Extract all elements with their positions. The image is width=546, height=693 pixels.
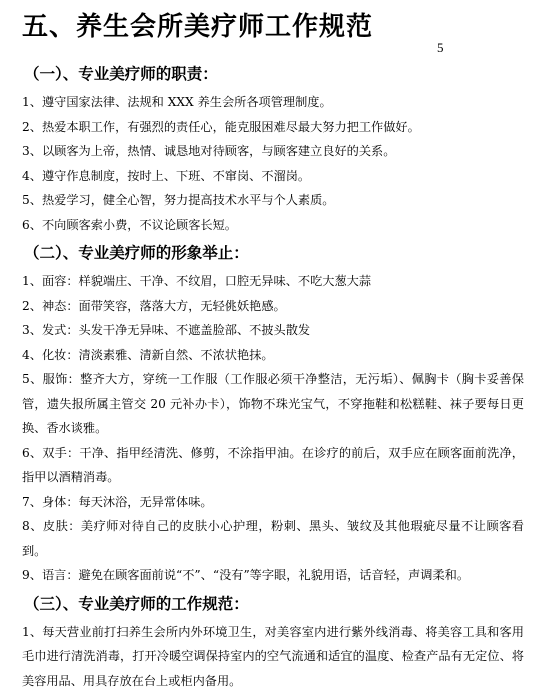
document-body: [22, 62, 524, 693]
work-norm-item: 1、每天营业前打扫养生会所内外环境卫生，对美容室内进行紫外线消毒、将美容工具和客用毛巾进行清洗消毒，打开冷暖空调保持室内的空气流通和适宜的温度、检查产品有无定位、将美容用品、用具存放在台上或柜内备用。: [22, 620, 524, 693]
page-title: 五、养生会所美疗师工作规范: [22, 6, 373, 43]
appearance-item: 3、发式：头发干净无异味、不遮盖脸部、不披头散发: [22, 318, 524, 343]
appearance-item: 8、皮肤：美疗师对待自己的皮肤小心护理，粉刺、黑头、皱纹及其他瑕疵尽量不让顾客看到。: [22, 514, 524, 563]
appearance-item: 9、语言：避免在顾客面前说“不”、“没有”等字眼，礼貌用语，话音轻，声调柔和。: [22, 563, 524, 588]
appearance-item: 4、化妆：清淡素雅、清新自然、不浓状艳抹。: [22, 343, 524, 368]
duty-item: 4、遵守作息制度，按时上、下班、不窜岗、不溜岗。: [22, 164, 524, 189]
duty-item: 2、热爱本职工作，有强烈的责任心，能克服困难尽最大努力把工作做好。: [22, 115, 524, 140]
appearance-item: 5、服饰：整齐大方，穿统一工作服（工作服必须干净整洁，无污垢）、佩胸卡（胸卡妥善保管，遗失报所属主管交 20 元补办卡），饰物不珠光宝气，不穿拖鞋和松糕鞋、袜子要每日更换、香水谈雅。: [22, 367, 524, 441]
duty-item: 3、以顾客为上帝，热情、诚恳地对待顾客，与顾客建立良好的关系。: [22, 139, 524, 164]
section-heading-appearance: （二）、专业美疗师的形象举止：: [24, 241, 524, 265]
appearance-item: 6、双手：干净、指甲经清洗、修剪，不涂指甲油。在诊疗的前后，双手应在顾客面前洗净，指甲以酒精消毒。: [22, 441, 524, 490]
duty-item: 1、遵守国家法律、法规和 XXX 养生会所各项管理制度。: [22, 90, 524, 115]
page-number: 5: [437, 40, 444, 56]
appearance-item: 1、面容：样貌端庄、干净、不纹眉，口腔无异味、不吃大葱大蒜: [22, 269, 524, 294]
section-heading-work-norms: （三）、专业美疗师的工作规范：: [24, 592, 524, 616]
section-heading-duties: （一）、专业美疗师的职责：: [24, 62, 524, 86]
duty-item: 6、不向顾客索小费，不议论顾客长短。: [22, 213, 524, 238]
appearance-item: 7、身体：每天沐浴，无异常体味。: [22, 490, 524, 515]
duty-item: 5、热爱学习，健全心智，努力提高技术水平与个人素质。: [22, 188, 524, 213]
appearance-item: 2、神态：面带笑容，落落大方，无轻佻妖艳感。: [22, 294, 524, 319]
